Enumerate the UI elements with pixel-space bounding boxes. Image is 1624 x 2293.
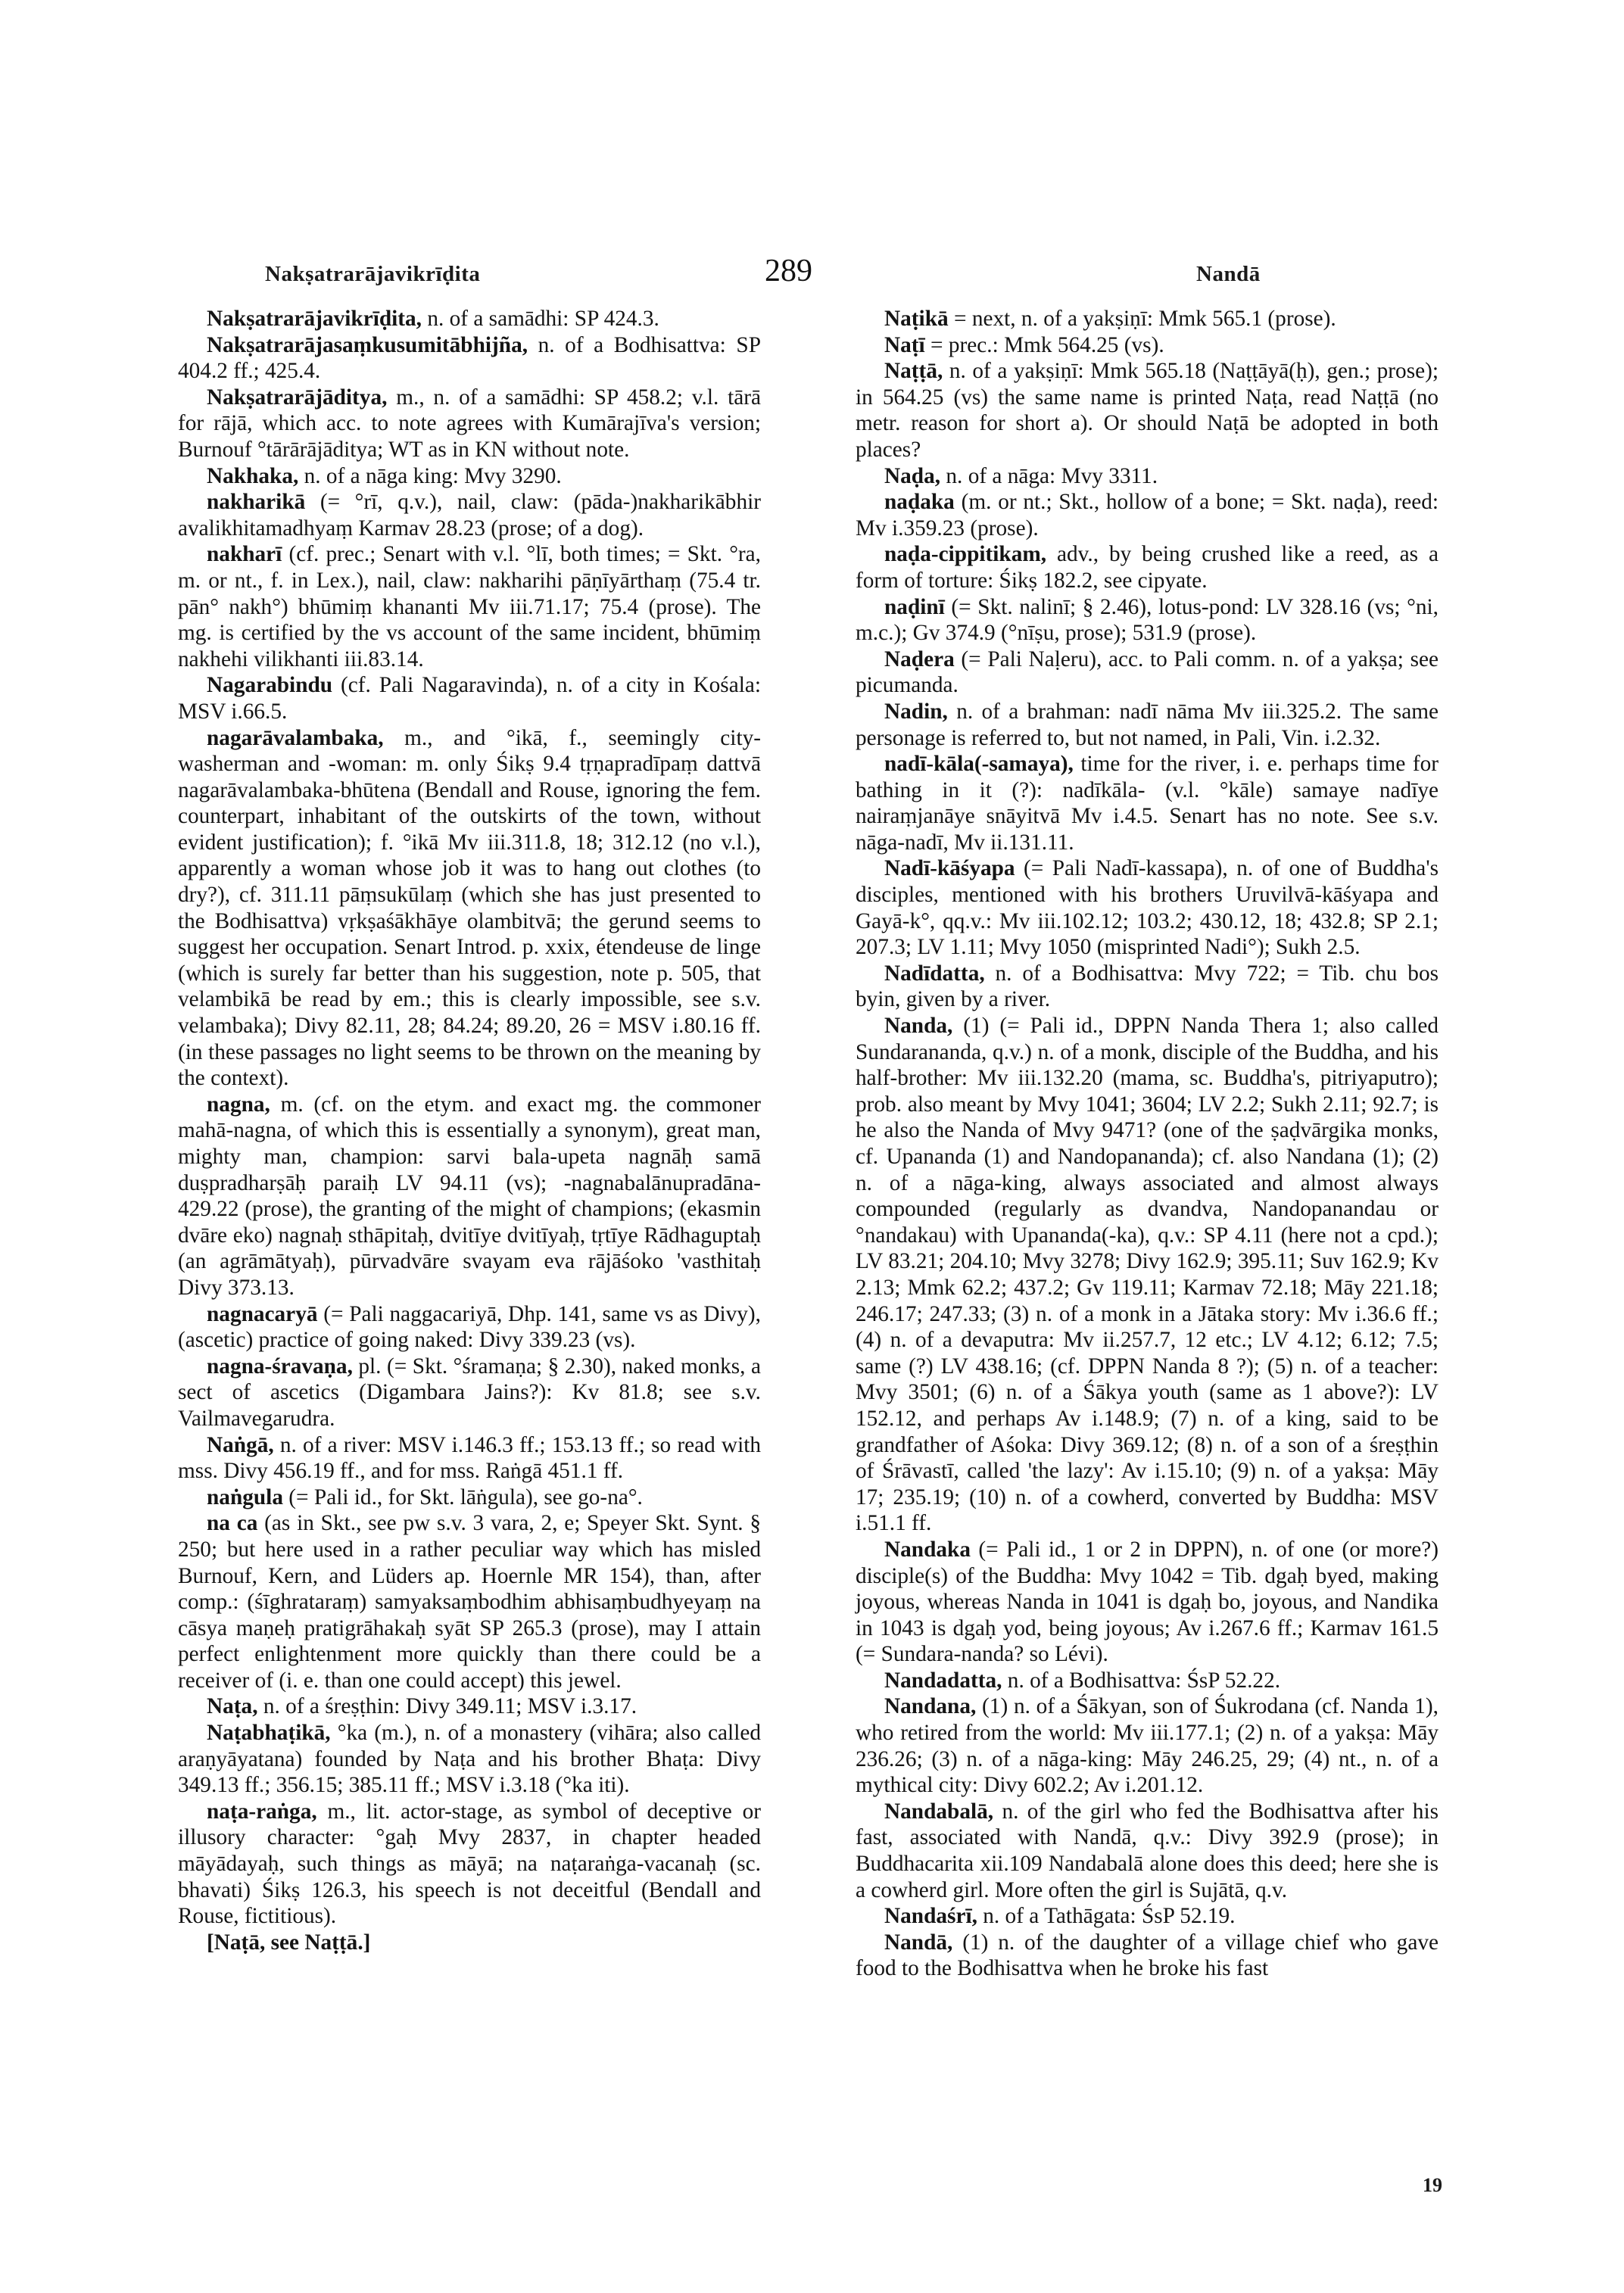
dictionary-entry [178, 541, 761, 672]
entry-headword: Naṅgā, [207, 1432, 274, 1457]
dictionary-entry [856, 1693, 1439, 1798]
entry-headword: Nakṣatrarājāditya, [207, 385, 388, 410]
entry-headword: naḍa-cippitikam, [884, 542, 1047, 567]
dictionary-entry [178, 1354, 761, 1432]
entry-text: n. of a yakṣiṇī: Mmk 565.18 (Naṭṭāyā(ḥ), gen.; prose); in 564.25 (vs) the same name is printed Naṭa, read Naṭṭā (no metr. reason for short a). Or should Naṭā be adopted in both places? [856, 359, 1439, 462]
entry-text: °ka (m.), n. of a monastery (vihāra; also called araṇyāyatana) founded by Naṭa and his brother Bhaṭa: Divy 349.13 ff.; 356.15; 385.11 ff.; MSV i.3.18 (°ka iti). [178, 1721, 761, 1798]
entry-headword: Nakhaka, [207, 463, 299, 488]
dictionary-entry [178, 1301, 761, 1354]
entry-headword: Nanda, [884, 1014, 953, 1039]
entry-headword: nagna-śravaṇa, [207, 1354, 353, 1379]
entry-text: n. of a samādhi: SP 424.3. [422, 307, 659, 331]
dictionary-entry [856, 1537, 1439, 1668]
entry-text: = prec.: Mmk 564.25 (vs). [924, 332, 1164, 357]
entry-text: adv., by being crushed like a reed, as a form of torture: Śikṣ 182.2, see cipyate. [856, 542, 1439, 593]
entry-headword: Nakṣatrarājavikrīḍita, [207, 307, 422, 331]
dictionary-entry [178, 463, 761, 490]
entry-headword: naṭa-raṅga, [207, 1799, 317, 1824]
entry-text: n. of a Bodhisattva: Mvy 722; = Tib. chu bos byin, given by a river. [856, 961, 1439, 1012]
entry-headword: nakharikā [207, 490, 306, 515]
entry-headword: Nandadatta, [884, 1668, 1002, 1693]
entry-text: (= Skt. nalinī; § 2.46), lotus-pond: LV 328.16 (vs; °ni, m.c.); Gv 374.9 (°nīṣu, prose); 531.9 (prose). [856, 594, 1439, 646]
dictionary-entry [856, 1930, 1439, 1982]
dictionary-entry [856, 463, 1439, 490]
dictionary-entry [178, 332, 761, 385]
dictionary-entry [856, 358, 1439, 463]
dictionary-entry [178, 1092, 761, 1301]
dictionary-entry [856, 699, 1439, 751]
entry-headword: Naṭabhaṭikā, [207, 1721, 331, 1746]
entry-headword: Naṭī [884, 332, 925, 357]
dictionary-entry [856, 489, 1439, 541]
entry-headword: Nagarabindu [207, 673, 333, 698]
entry-text: n. of a nāga: Mvy 3311. [940, 463, 1158, 488]
dictionary-entry [178, 489, 761, 541]
entry-text: n. of the girl who fed the Bodhisattva after his fast, associated with Nandā, q.v.: Divy 392.9 (prose); in Buddhacarita xii.109 Nandabalā alone does this deed; here she is a cowherd girl. More often the girl is Sujātā, q.v. [856, 1799, 1439, 1902]
entry-text: time for the river, i. e. perhaps time for bathing in it (?): nadīkāla- (v.l. °kāle) samaye nadīye nairaṃjanāye snāyitvā Mv i.4.5. Senart has no note. See s.v. nāga-nadī, Mv ii.131.11. [856, 752, 1439, 855]
entry-text: (= Pali Nadī-kassapa), n. of one of Buddha's disciples, mentioned with his brothers Uruvilvā-kāśyapa and Gayā-k°, qq.v.: Mv iii.102.12; 103.2; 430.12, 18; 432.8; SP 2.1; 207.3; LV 1.11; Mvy 1050 (misprinted Nadi°); Sukh 2.5. [856, 856, 1439, 960]
dictionary-entry [856, 306, 1439, 332]
entry-headword: nagnacaryā [207, 1301, 318, 1326]
dictionary-entry [178, 1485, 761, 1511]
entry-headword: Nadī-kāśyapa [884, 856, 1015, 881]
dictionary-entry [178, 725, 761, 1092]
entry-headword: Naṭa, [207, 1694, 258, 1719]
entry-headword: Nandaka [884, 1537, 971, 1562]
dictionary-entry [178, 1432, 761, 1485]
entry-text: (1) (= Pali id., DPPN Nanda Thera 1; also called Sundarananda, q.v.) n. of a monk, disciple of the Buddha, and his half-brother: Mv iii.132.20 (mama, sc. Buddha's, pitriyaputro); prob. also meant by Mvy 1041; 3604; LV 2.2; Sukh 2.11; 92.7; is he also the Nanda of Mvy 9471? (one of the ṣaḍvārgika monks, cf. Upananda (1) and Nandopananda); cf. also Nandana (1); (2) n. of a nāga-king, always associated and almost always compounded (regularly as dvandva, Nandopanandau or °nandakau) with Upananda(-ka), q.v.: SP 4.11 (here not a cpd.); LV 83.21; 204.10; Mvy 3278; Divy 162.9; 395.11; Suv 162.9; Kv 2.13; Mmk 62.2; 437.2; Gv 119.11; Karmav 72.18; Māy 221.18; 246.17; 247.33; (3) n. of a monk in a Jātaka story: Mv i.36.6 ff.; (4) n. of a devaputra: Mv ii.257.7, 12 etc.; LV 4.12; 6.12; 7.5; same (?) LV 438.16; (cf. DPPN Nanda 8 ?); (5) n. of a teacher: Mvy 3501; (6) n. of a Śākya youth (same as 1 above?): LV 152.12, and perhaps Av i.148.9; (7) n. of a king, said to be grandfather of Aśoka: Divy 369.12; (8) n. of a son of a śreṣṭhin of Śrāvastī, called 'the lazy': Av i.15.10; (9) n. of a yakṣa: Māy 17; 235.19; (10) n. of a cowherd, converted by Buddha: MSV i.51.1 ff. [856, 1014, 1439, 1536]
entry-text: (1) n. of a Śākyan, son of Śukrodana (cf. Nanda 1), who retired from the world: Mv iii.177.1; (2) n. of a yakṣa: Māy 236.26; (3) n. of a nāga-king: Māy 246.25, 29; (4) nt., n. of a mythical city: Divy 602.2; Av i.201.12. [856, 1694, 1439, 1798]
dictionary-entry [178, 1510, 761, 1693]
dictionary-entry [856, 332, 1439, 359]
entry-headword: Nandabalā, [884, 1799, 994, 1824]
entry-headword: Naḍera [884, 646, 955, 671]
entry-headword: naḍinī [884, 594, 945, 619]
entry-text: m., n. of a samādhi: SP 458.2; v.l. tārā for rājā, which acc. to note agrees with Kumārajīva's version; Burnouf °tārārājāditya; WT as in KN without note. [178, 385, 761, 462]
dictionary-entry [856, 961, 1439, 1013]
entry-headword: nagarāvalambaka, [207, 725, 384, 750]
entry-text: (cf. Pali Nagaravinda), n. of a city in Kośala: MSV i.66.5. [178, 673, 761, 724]
dictionary-entry [178, 1930, 761, 1956]
entry-text: n. of a nāga king: Mvy 3290. [298, 463, 562, 488]
running-head-right: Nandā [1196, 262, 1261, 286]
entry-text: n. of a Bodhisattva: SP 404.2 ff.; 425.4. [178, 332, 761, 384]
dictionary-entry [856, 1903, 1439, 1930]
entry-text: = next, n. of a yakṣiṇī: Mmk 565.1 (prose). [948, 307, 1336, 331]
entry-headword: nagna, [207, 1092, 270, 1117]
entry-text: n. of a brahman: nadī nāma Mv iii.325.2. The same personage is referred to, but not named, in Pali, Vin. i.2.32. [856, 699, 1439, 750]
entry-text: (cf. prec.; Senart with v.l. °lī, both times; = Skt. °ra, m. or nt., f. in Lex.), nail, claw: nakharihi pāṇīyārthaṃ (75.4 tr. pān° nakh°) bhūmiṃ khananti Mv iii.71.17; 75.4 (prose). The mg. is certified by the vs account of the same incident, bhūmiṃ nakhehi vilikhanti iii.83.14. [178, 542, 761, 671]
entry-text: (= Pali id., 1 or 2 in DPPN), n. of one (or more?) disciple(s) of the Buddha: Mvy 1042 = Tib. dgaḥ byed, making joyous, whereas Nanda in 1041 is dgaḥ bo, joyous, and Nandika in 1043 is dgaḥ yod, being joyous; Av i.267.6 ff.; Karmav 161.5 (= Sundara-nanda? so Lévi). [856, 1537, 1439, 1667]
right-column [856, 306, 1439, 1982]
dictionary-entry [856, 594, 1439, 646]
entry-headword: nadī-kāla(-samaya), [884, 752, 1074, 777]
entry-headword: Nandā, [884, 1930, 953, 1955]
dictionary-entry [856, 1799, 1439, 1903]
entry-text: (= Pali id., for Skt. lāṅgula), see go-na°. [282, 1485, 643, 1509]
entry-text: m. (cf. on the etym. and exact mg. the commoner mahā-nagna, of which this is essentially a synonym), great man, mighty man, champion: sarvi bala-upeta nagnāḥ samā duṣpradharṣāḥ paraiḥ LV 94.11 (vs); -nagnabalānupradāna- 429.22 (prose), the granting of the might of champions; (ekasmin dvāre eko) nagnaḥ sthāpitaḥ, dvitīye dvitīyaḥ, tṛtīye Rādhaguptaḥ (an agrāmātyaḥ), pūrvadvāre svayam eva rājāśoko 'vasthitaḥ Divy 373.13. [178, 1092, 761, 1300]
dictionary-entry [178, 1799, 761, 1930]
dictionary-entry [856, 646, 1439, 699]
entry-headword: Naṭṭā, [884, 359, 943, 384]
entry-text: (m. or nt.; Skt., hollow of a bone; = Skt. naḍa), reed: Mv i.359.23 (prose). [856, 490, 1439, 541]
entry-text: m., lit. actor-stage, as symbol of deceptive or illusory character: °gaḥ Mvy 2837, in chapter headed māyādayaḥ, such things as māyā; na naṭaraṅga-vacanaḥ (sc. bhavati) Śikṣ 126.3, his speech is not deceitful (Bendall and Rouse, fictitious). [178, 1799, 761, 1929]
entry-text: n. of a Bodhisattva: ŚsP 52.22. [1002, 1668, 1281, 1693]
entry-headword: Nakṣatrarājasaṃkusumitābhijña, [207, 332, 528, 357]
entry-headword: [Naṭā, see Naṭṭā.] [207, 1930, 371, 1955]
signature-mark: 19 [1423, 2174, 1442, 2196]
entry-text: n. of a river: MSV i.146.3 ff.; 153.13 ff.; so read with mss. Divy 456.19 ff., and for mss. Raṅgā 451.1 ff. [178, 1432, 761, 1484]
dictionary-entry [178, 672, 761, 724]
running-head-left: Nakṣatrarājavikrīḍita [265, 262, 481, 286]
entry-text: (1) n. of the daughter of a village chief who gave food to the Bodhisattva when he broke his fast [856, 1930, 1439, 1981]
entry-text: (= Pali naggacariyā, Dhp. 141, same vs as Divy), (ascetic) practice of going naked: Divy 339.23 (vs). [178, 1301, 761, 1353]
entry-text: pl. (= Skt. °śramaṇa; § 2.30), naked monks, a sect of ascetics (Digambara Jains?): Kv 81.8; see s.v. Vailmavegarudra. [178, 1354, 761, 1431]
entry-headword: naṅgula [207, 1485, 283, 1509]
entry-headword: nakharī [207, 542, 282, 567]
entry-headword: na ca [207, 1511, 258, 1536]
page-number: 289 [765, 254, 812, 288]
entry-headword: Nandana, [884, 1694, 977, 1719]
dictionary-entry [856, 751, 1439, 855]
left-column [178, 306, 761, 1955]
dictionary-entry [856, 855, 1439, 960]
dictionary-entry [178, 1693, 761, 1720]
entry-headword: Naṭikā [884, 307, 949, 331]
entry-headword: Nadīdatta, [884, 961, 985, 986]
entry-text: n. of a Tathāgata: ŚsP 52.19. [977, 1904, 1236, 1929]
dictionary-entry [856, 541, 1439, 594]
entry-text: (as in Skt., see pw s.v. 3 vara, 2, e; Speyer Skt. Synt. § 250; but here used in a rather peculiar way which has misled Burnouf, Kern, and Lüders ap. Hoernle MR 154), than, after comp.: (śīghrataraṃ) samyaksaṃbodhim abhisaṃbudhyeyaṃ na cāsya maṇeḥ pratigrāhakaḥ syāt SP 265.3 (prose), may I attain perfect enlightenment more quickly than there could be a receiver of (i. e. than one could accept) this jewel. [178, 1511, 761, 1693]
entry-text: m., and °ikā, f., seemingly city-washerman and -woman: m. only Śikṣ 9.4 tṛṇapradīpaṃ dattvā nagarāvalambaka-bhūtena (Bendall and Rouse, ignoring the fem. counterpart, inhabitant of the outskirts of the town, without evident justification); f. °ikā Mv iii.311.8, 18; 312.12 (no v.l.), apparently a woman whose job it was to hang out clothes (to dry?), cf. 311.11 pāṃsukūlaṃ (which she has just presented to the Bodhisattva) vṛkṣaśākhāye olambitvā; the gerund seems to suggest her occupation. Senart Introd. p. xxix, étendeuse de linge (which is surely far better than his suggestion, note p. 505, that velambikā be read by em.; this is clearly impossible, see s.v. velambaka); Divy 82.11, 28; 84.24; 89.20, 26 = MSV i.80.16 ff. (in these passages no light seems to be thrown on the meaning by the context). [178, 725, 761, 1091]
dictionary-entry [856, 1013, 1439, 1537]
dictionary-entry [178, 1720, 761, 1799]
entry-headword: naḍaka [884, 490, 955, 515]
entry-headword: Naḍa, [884, 463, 941, 488]
entry-headword: Nandaśrī, [884, 1904, 977, 1929]
dictionary-entry [178, 385, 761, 463]
entry-text: n. of a śreṣṭhin: Divy 349.11; MSV i.3.17. [257, 1694, 637, 1719]
entry-text: (= °rī, q.v.), nail, claw: (pāda-)nakharikābhir avalikhitamadhyaṃ Karmav 28.23 (prose; of a dog). [178, 490, 761, 541]
entry-text: (= Pali Naḷeru), acc. to Pali comm. n. of a yakṣa; see picumanda. [856, 646, 1439, 698]
dictionary-entry [178, 306, 761, 332]
entry-headword: Nadin, [884, 699, 948, 724]
dictionary-entry [856, 1668, 1439, 1694]
